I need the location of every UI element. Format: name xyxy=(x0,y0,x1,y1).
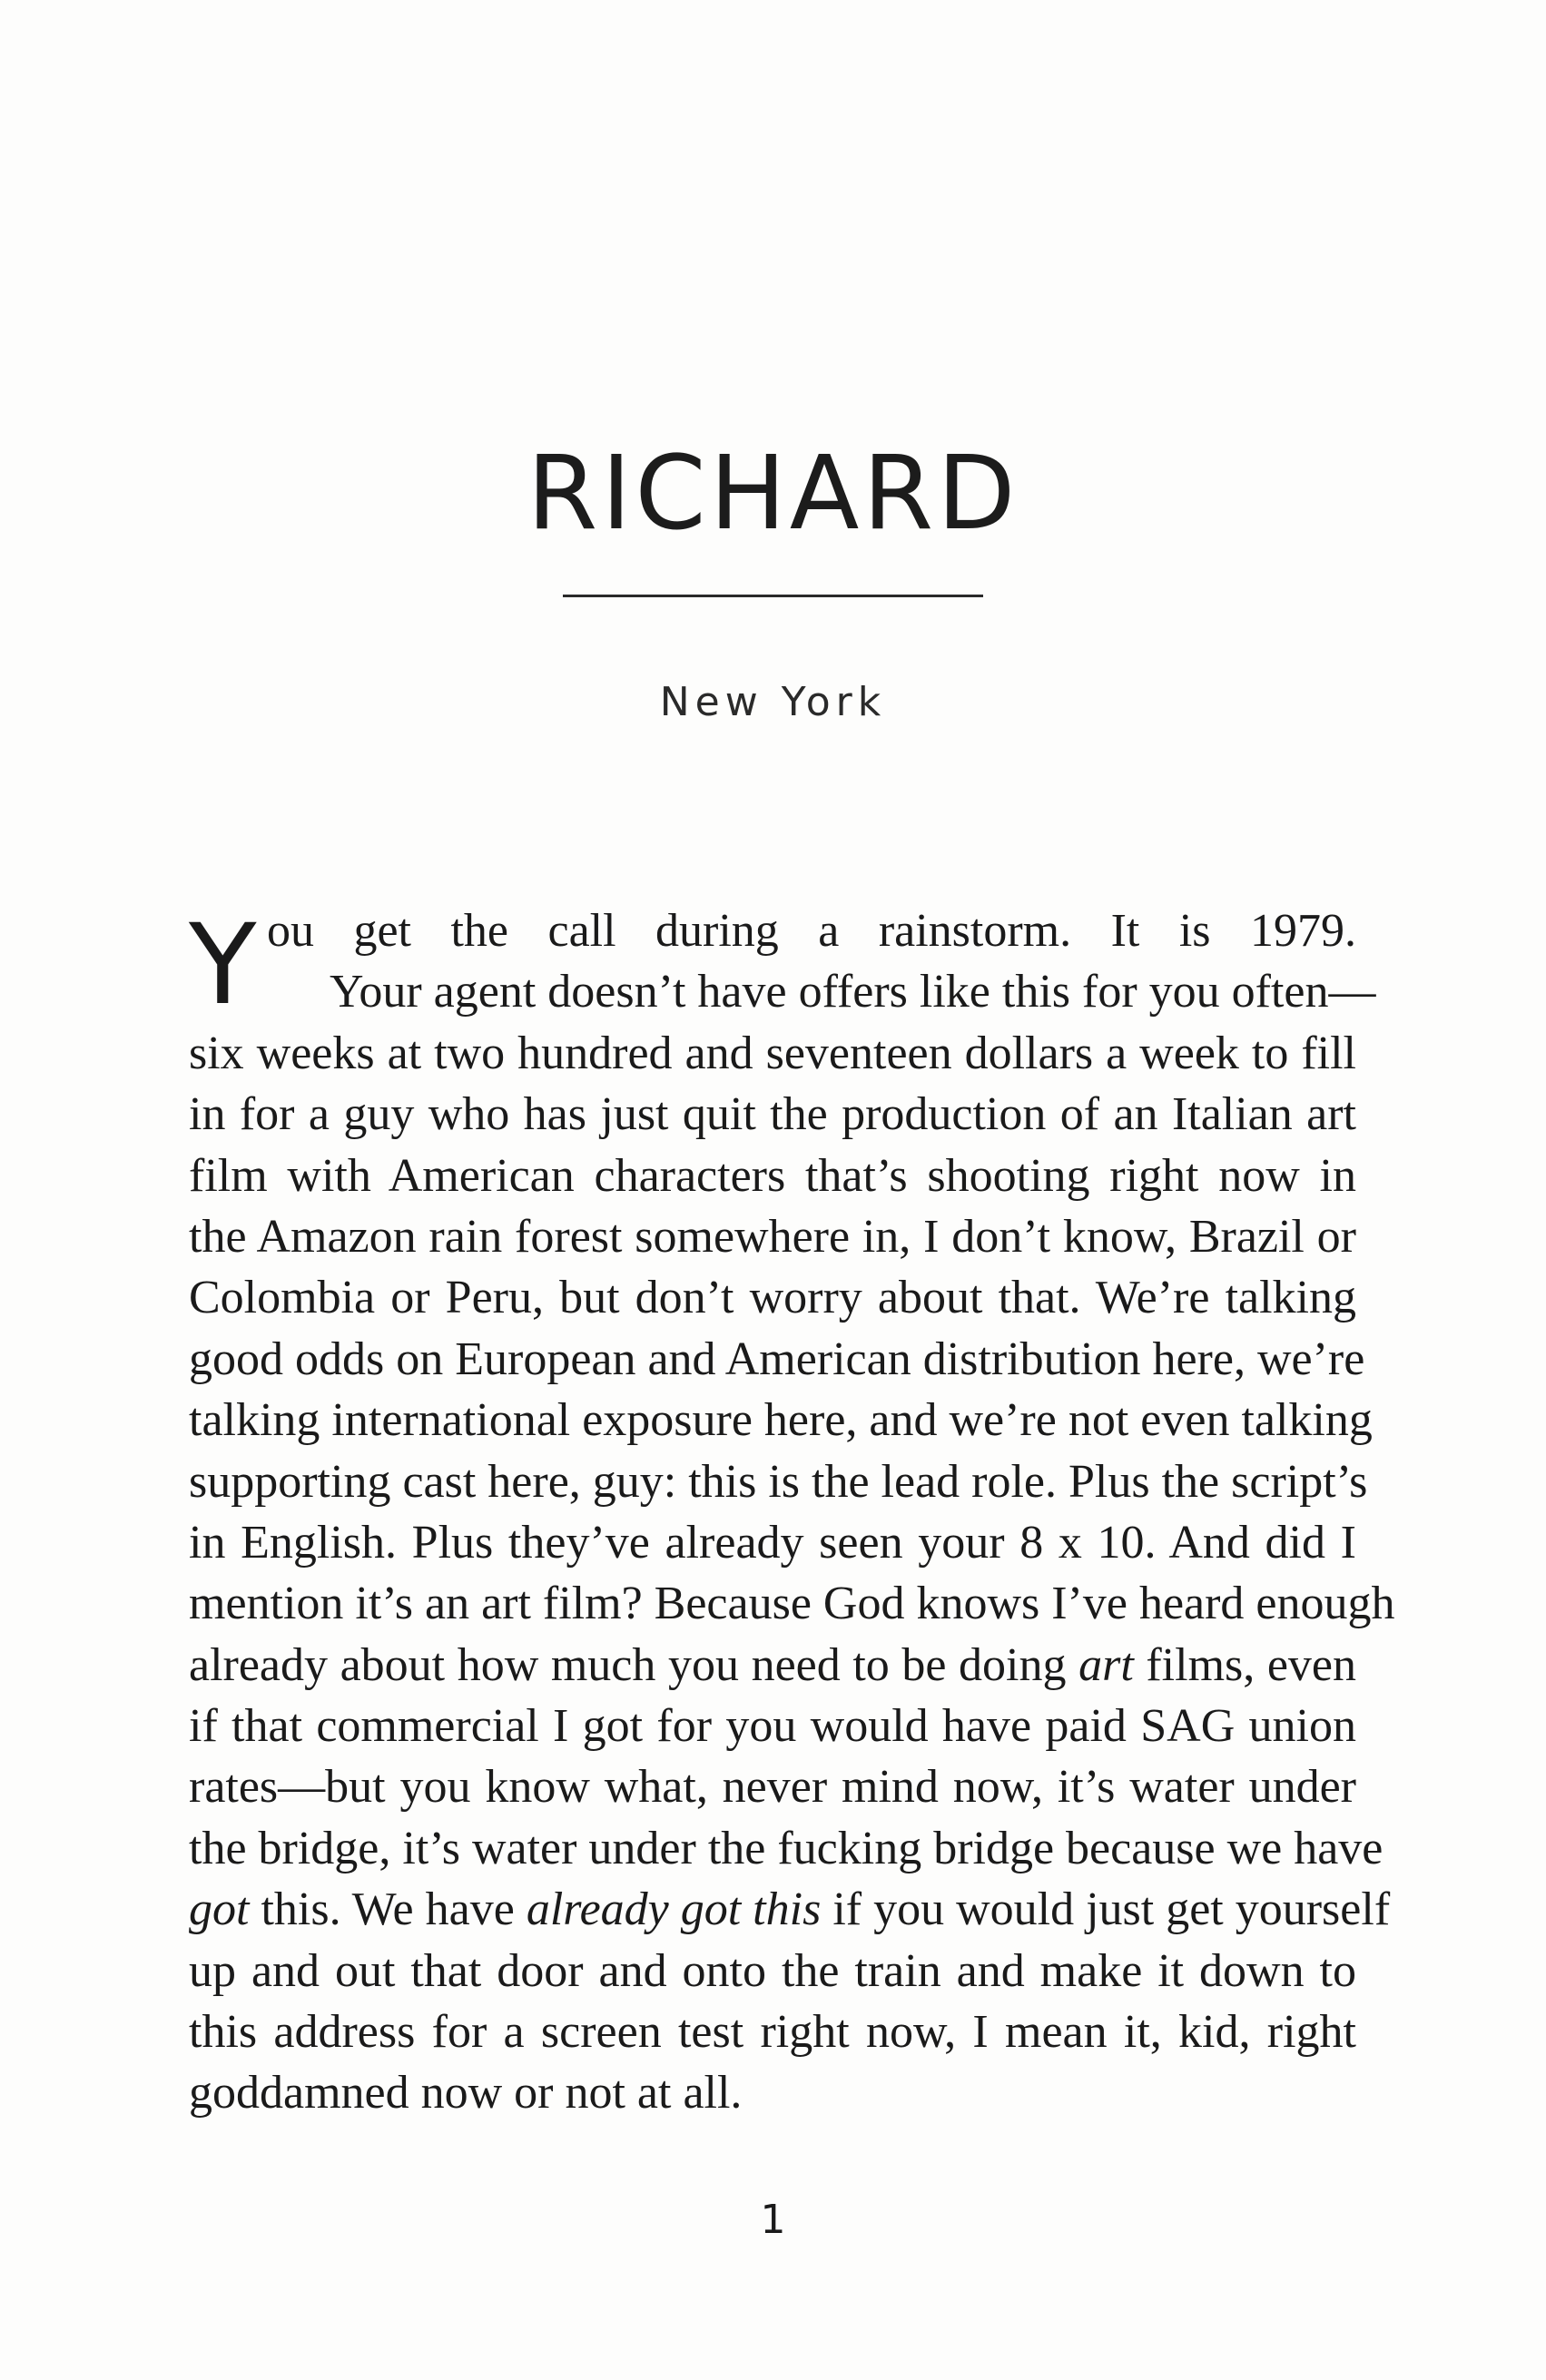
text-line: if that commercial I got for you would have paid SAG union xyxy=(189,1700,1356,1753)
text-line xyxy=(189,1635,1356,1696)
text-line: rates—but you know what, never mind now, it’s water under xyxy=(189,1761,1356,1814)
text-fragment: films, even xyxy=(1133,1638,1357,1691)
text-line: ou get the call during a rainstorm. It is 1979. xyxy=(267,905,1356,957)
page-number: 1 xyxy=(760,2197,786,2243)
drop-cap: Y xyxy=(189,900,257,1029)
title-rule xyxy=(563,595,983,597)
text-line: up and out that door and onto the train and make it down to xyxy=(189,1944,1356,1997)
italic-text: got xyxy=(189,1883,250,1936)
text-line: the bridge, it’s water under the fucking bridge because we have xyxy=(189,1822,1384,1874)
text-line: Colombia or Peru, but don’t worry about that. We’re talking xyxy=(189,1272,1356,1324)
text-line: good odds on European and American distribution here, we’re xyxy=(189,1333,1365,1385)
text-line: the Amazon rain forest somewhere in, I don’t know, Brazil or xyxy=(189,1210,1356,1263)
text-line: talking international exposure here, and we’re not even talking xyxy=(189,1394,1373,1447)
text-line: goddamned now or not at all. xyxy=(189,2067,743,2119)
chapter-location: New York xyxy=(659,679,887,725)
text-line: this address for a screen test right now, I mean it, kid, right xyxy=(189,2006,1356,2059)
text-fragment: if you would just get yourself xyxy=(821,1883,1391,1936)
text-line: film with American characters that’s shooting right now in xyxy=(189,1149,1356,1202)
italic-text: art xyxy=(1078,1638,1134,1691)
text-line: mention it’s an art film? Because God knows I’ve heard enough xyxy=(189,1578,1395,1630)
text-line: six weeks at two hundred and seventeen dollars a week to fill xyxy=(189,1027,1356,1079)
text-fragment: this. We have xyxy=(249,1883,527,1936)
text-line: supporting cast here, guy: this is the lead role. Plus the script’s xyxy=(189,1455,1368,1508)
body-text xyxy=(189,900,1395,2124)
text-fragment: already about how much you need to be doing xyxy=(189,1638,1079,1691)
text-line xyxy=(189,1879,1391,1940)
chapter-title: RICHARD xyxy=(527,435,1019,553)
text-line: in English. Plus they’ve already seen your 8 x 10. And did I xyxy=(189,1516,1356,1569)
text-line: Your agent doesn’t have offers like this for you often— xyxy=(330,966,1376,1018)
italic-text: already got this xyxy=(526,1883,822,1936)
text-line: in for a guy who has just quit the production of an Italian art xyxy=(189,1088,1356,1141)
